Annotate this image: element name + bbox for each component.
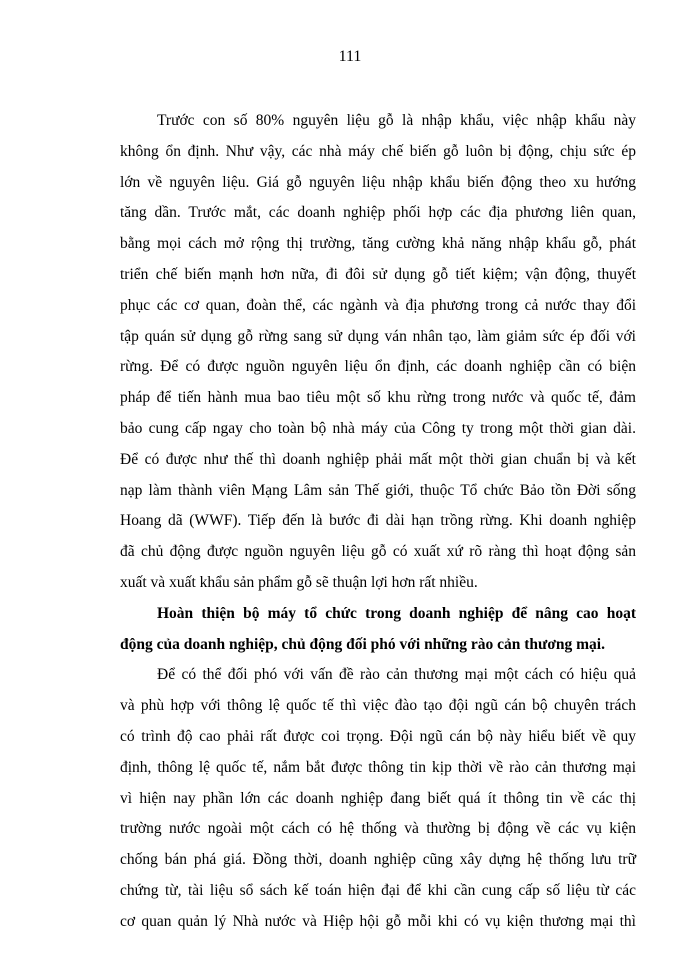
paragraph-line: định, thông lệ quốc tế, nắm bắt được thông tin kịp thời về rào cản thương mại [120, 758, 636, 776]
paragraph-line: trường nước ngoài một cách có hệ thống và thường bị động về các vụ kiện [120, 820, 636, 838]
section-heading-line: Hoàn thiện bộ máy tổ chức trong doanh nghiệp để nâng cao hoạt [157, 604, 636, 622]
paragraph-line: không ổn định. Như vậy, các nhà máy chế biến gỗ luôn bị động, chịu sức ép [120, 142, 636, 160]
paragraph-line: đã chủ động được nguồn nguyên liệu gỗ có xuất xứ rõ ràng thì hoạt động sản [120, 543, 636, 561]
paragraph-line: lớn về nguyên liệu. Giá gỗ nguyên liệu nhập khẩu biến động theo xu hướng [120, 173, 636, 191]
paragraph-line: rừng. Để có được nguồn nguyên liệu ổn định, các doanh nghiệp cần có biện [120, 358, 636, 376]
paragraph-line: bảo cung cấp ngay cho toàn bộ nhà máy của Công ty trong một thời gian dài. [120, 420, 636, 437]
paragraph-line: chống bán phá giá. Đồng thời, doanh nghiệp cũng xây dựng hệ thống lưu trữ [120, 851, 636, 869]
paragraph-line: vì hiện nay phần lớn các doanh nghiệp đang biết quá ít thông tin về các thị [120, 789, 636, 807]
paragraph-line: cơ quan quản lý Nhà nước và Hiệp hội gỗ mỗi khi có vụ kiện thương mại thì [120, 912, 636, 930]
paragraph-line: triển chế biến mạnh hơn nữa, đi đôi sử dụng gỗ tiết kiệm; vận động, thuyết [120, 266, 636, 283]
paragraph-line: tập quán sử dụng gỗ rừng sang sử dụng ván nhân tạo, làm giảm sức ép đối với [120, 327, 636, 345]
paragraph-line: tăng dần. Trước mắt, các doanh nghiệp phối hợp các địa phương liên quan, [120, 204, 636, 222]
paragraph-line: Hoang dã (WWF). Tiếp đến là bước đi dài hạn trồng rừng. Khi doanh nghiệp [120, 512, 636, 530]
page-number: 111 [338, 48, 362, 65]
paragraph-line: bằng mọi cách mở rộng thị trường, tăng cường khả năng nhập khẩu gỗ, phát [120, 235, 636, 253]
paragraph-line: và phù hợp với thông lệ quốc tế thì việc đào tạo đội ngũ cán bộ chuyên trách [120, 697, 636, 715]
paragraph-line: có trình độ cao phải rất được coi trọng. Đội ngũ cán bộ này hiểu biết về quy [120, 728, 636, 745]
paragraph-line: Trước con số 80% nguyên liệu gỗ là nhập khẩu, việc nhập khẩu này [157, 112, 636, 129]
paragraph-line: xuất và xuất khẩu sản phẩm gỗ sẽ thuận lợi hơn rất nhiều. [120, 574, 478, 591]
paragraph-line: pháp để tiến hành mua bao tiêu một số khu rừng trong nước và quốc tế, đảm [120, 389, 636, 407]
paragraph-line: chứng từ, tài liệu sổ sách kế toán hiện đại để khi cần cung cấp số liệu từ các [120, 882, 636, 899]
paragraph-line: Để có thể đối phó với vấn đề rào cản thương mại một cách có hiệu quả [157, 666, 636, 684]
section-heading-line: động của doanh nghiệp, chủ động đối phó với những rào cản thương mại. [120, 635, 605, 653]
paragraph-line: Để có được như thế thì doanh nghiệp phải mất một thời gian chuẩn bị và kết [120, 450, 636, 468]
paragraph-line: phục các cơ quan, đoàn thể, các ngành và địa phương trong cả nước thay đổi [120, 296, 636, 314]
paragraph-line: nạp làm thành viên Mạng Lâm sản Thế giới, thuộc Tổ chức Bảo tồn Đời sống [120, 481, 636, 499]
